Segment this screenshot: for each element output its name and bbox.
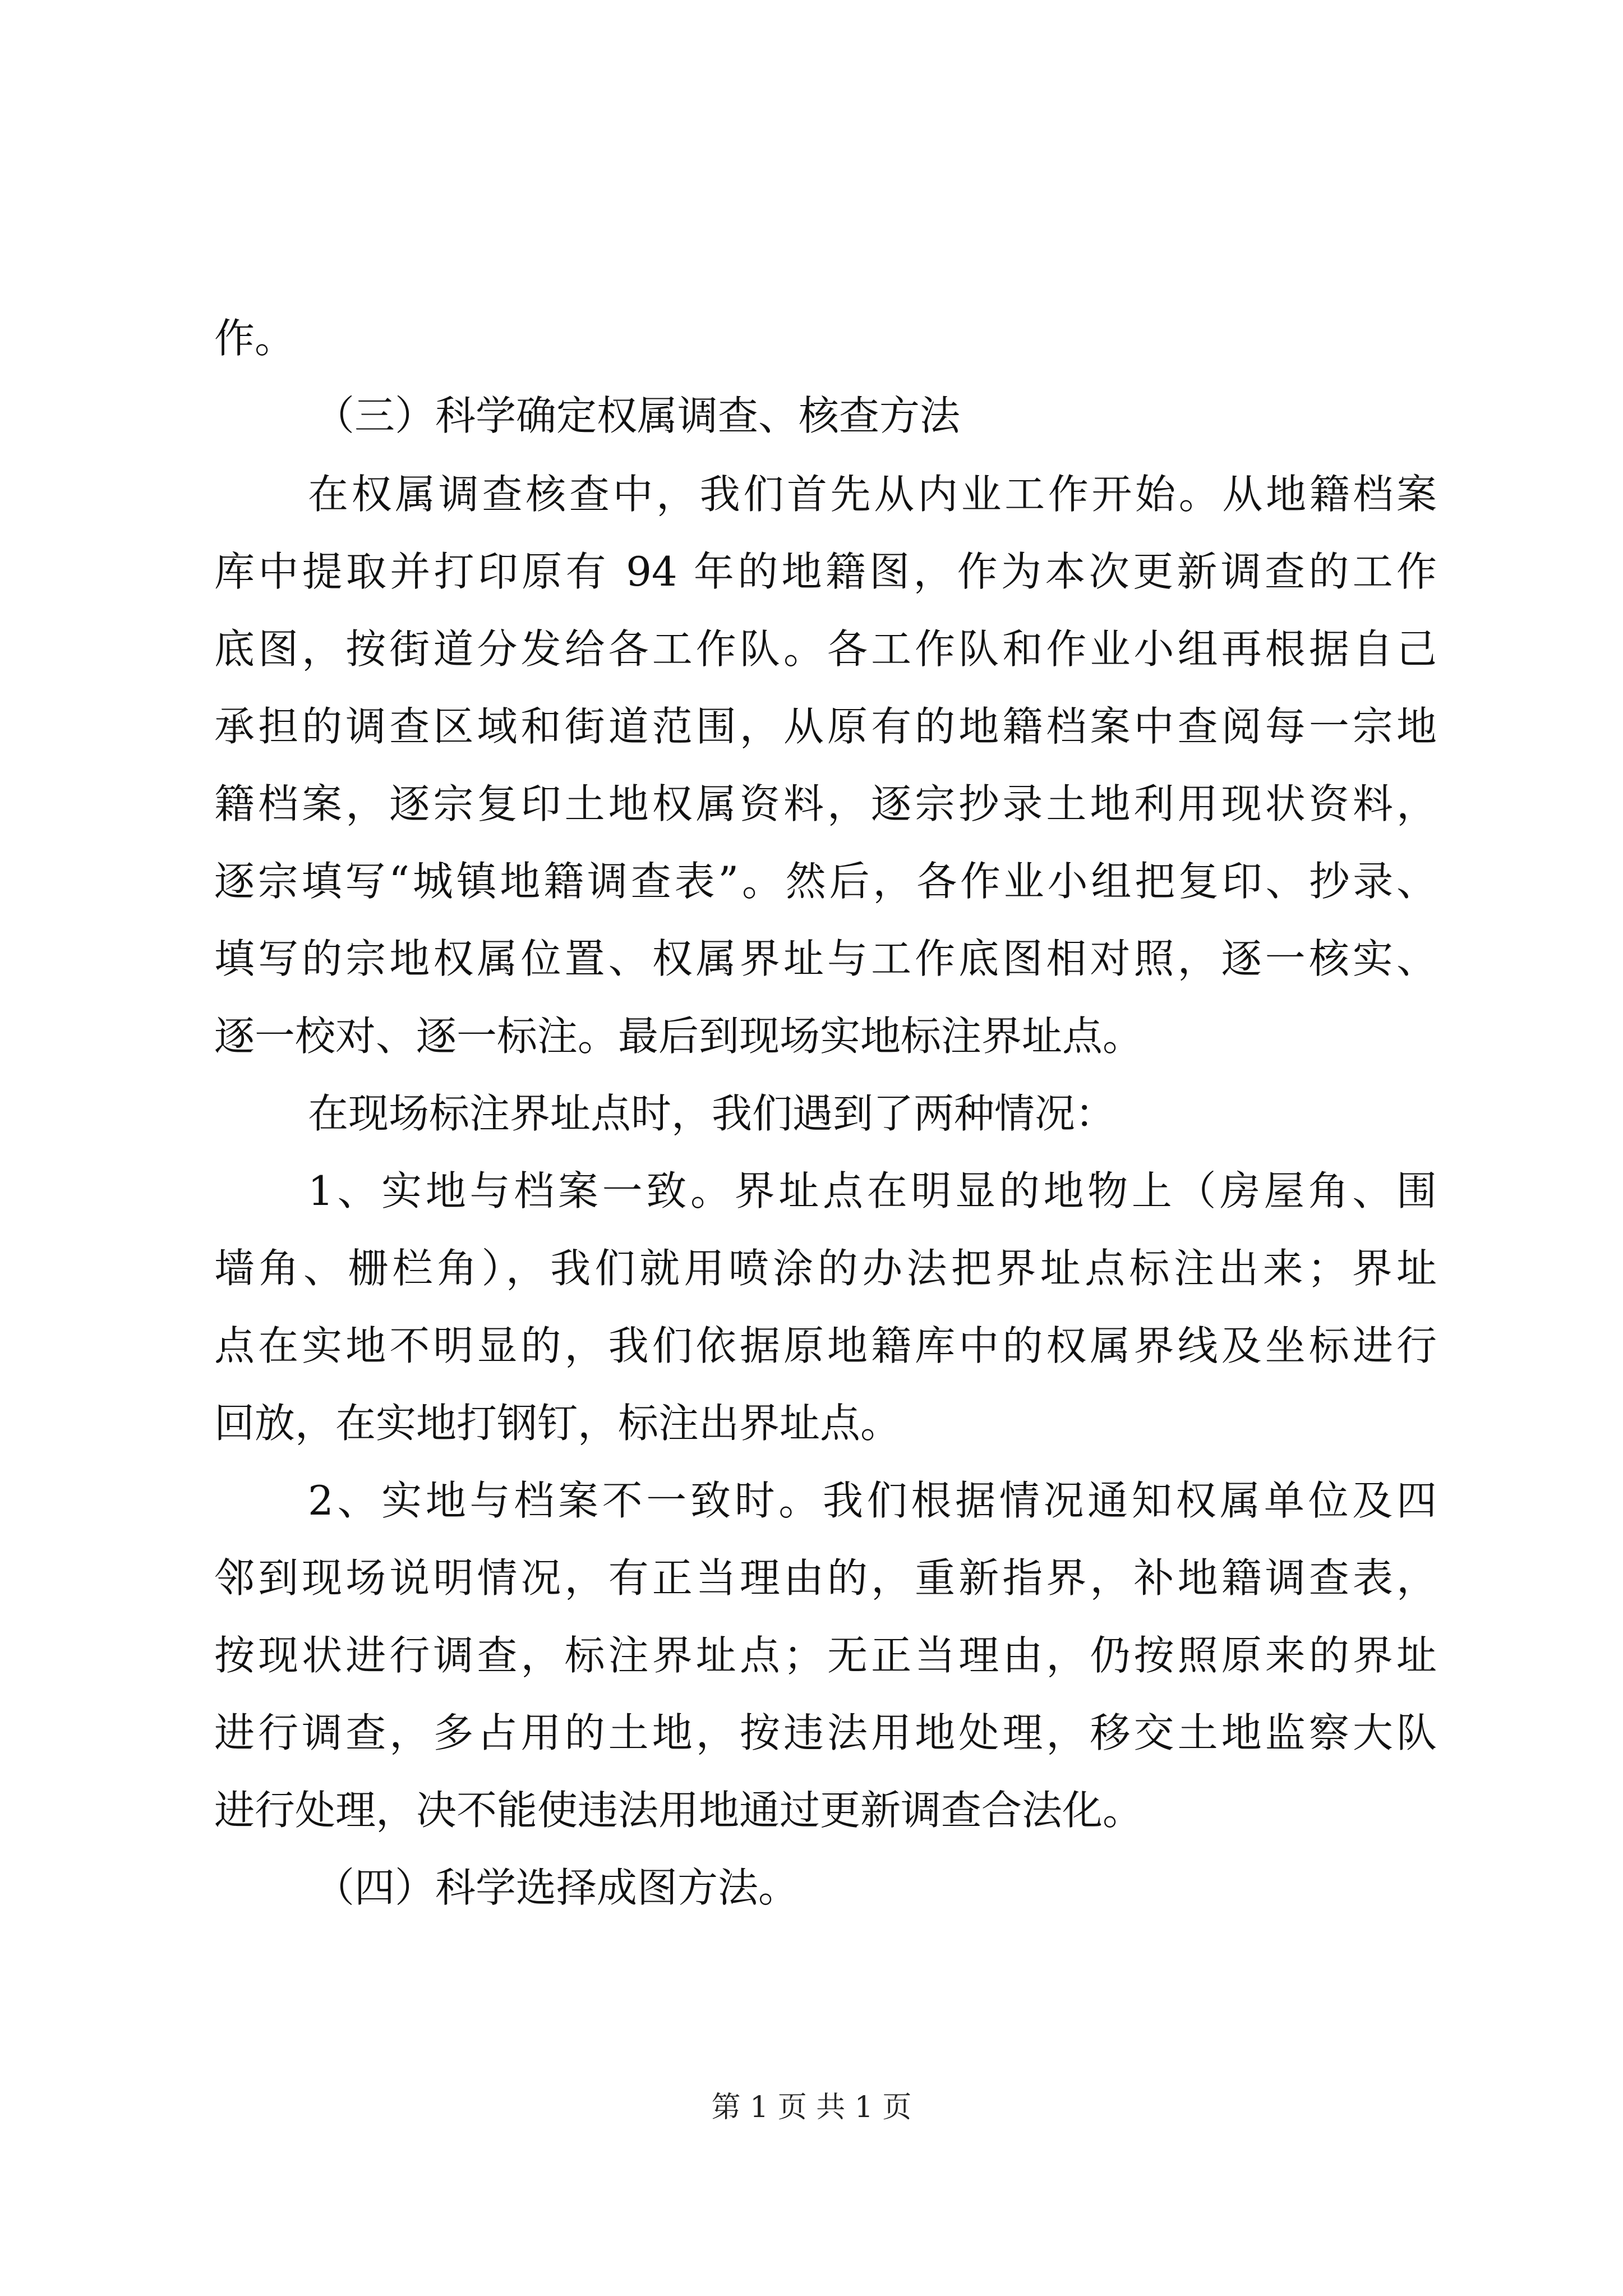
item-2-line-5: 进行处理，决不能使违法用地通过更新调查合法化。 bbox=[214, 1787, 1144, 1834]
item-2-line-1: 2、实地与档案不一致时。我们根据情况通知权属单位及四 bbox=[308, 1477, 1437, 1524]
text-line-1: 作。 bbox=[214, 315, 296, 362]
paragraph-1-line-2: 库中提取并打印原有 94 年的地籍图，作为本次更新调查的工作 bbox=[214, 548, 1437, 595]
page-footer: 第 1 页 共 1 页 bbox=[711, 2091, 912, 2124]
item-2-line-3: 按现状进行调查，标注界址点；无正当理由，仍按照原来的界址 bbox=[214, 1632, 1437, 1679]
paragraph-1-line-5: 籍档案，逐宗复印土地权属资料，逐宗抄录土地利用现状资料， bbox=[214, 780, 1437, 827]
item-1-line-1: 1、实地与档案一致。界址点在明显的地物上（房屋角、围 bbox=[308, 1167, 1437, 1214]
paragraph-1-line-8: 逐一校对、逐一标注。最后到现场实地标注界址点。 bbox=[214, 1013, 1144, 1060]
paragraph-1-line-3: 底图，按街道分发给各工作队。各工作队和作业小组再根据自己 bbox=[214, 625, 1437, 673]
item-2-line-4: 进行调查，多占用的土地，按违法用地处理，移交土地监察大队 bbox=[214, 1709, 1437, 1756]
item-2-line-2: 邻到现场说明情况，有正当理由的，重新指界，补地籍调查表， bbox=[214, 1554, 1437, 1602]
paragraph-2-line-1: 在现场标注界址点时，我们遇到了两种情况： bbox=[308, 1090, 1116, 1137]
item-1-line-4: 回放，在实地打钢钉，标注出界址点。 bbox=[214, 1400, 901, 1447]
section-heading-4: （四）科学选择成图方法。 bbox=[314, 1864, 799, 1911]
item-1-line-2: 墙角、栅栏角），我们就用喷涂的办法把界址点标注出来；界址 bbox=[214, 1245, 1437, 1292]
paragraph-1-line-1: 在权属调查核查中，我们首先从内业工作开始。从地籍档案 bbox=[308, 471, 1437, 518]
paragraph-1-line-6: 逐宗填写“城镇地籍调查表”。然后，各作业小组把复印、抄录、 bbox=[214, 858, 1437, 905]
paragraph-1-line-7: 填写的宗地权属位置、权属界址与工作底图相对照，逐一核实、 bbox=[214, 935, 1437, 982]
item-1-line-3: 点在实地不明显的，我们依据原地籍库中的权属界线及坐标进行 bbox=[214, 1322, 1437, 1369]
paragraph-1-line-4: 承担的调查区域和街道范围，从原有的地籍档案中查阅每一宗地 bbox=[214, 703, 1437, 750]
section-heading-3: （三）科学确定权属调查、核查方法 bbox=[314, 392, 961, 439]
